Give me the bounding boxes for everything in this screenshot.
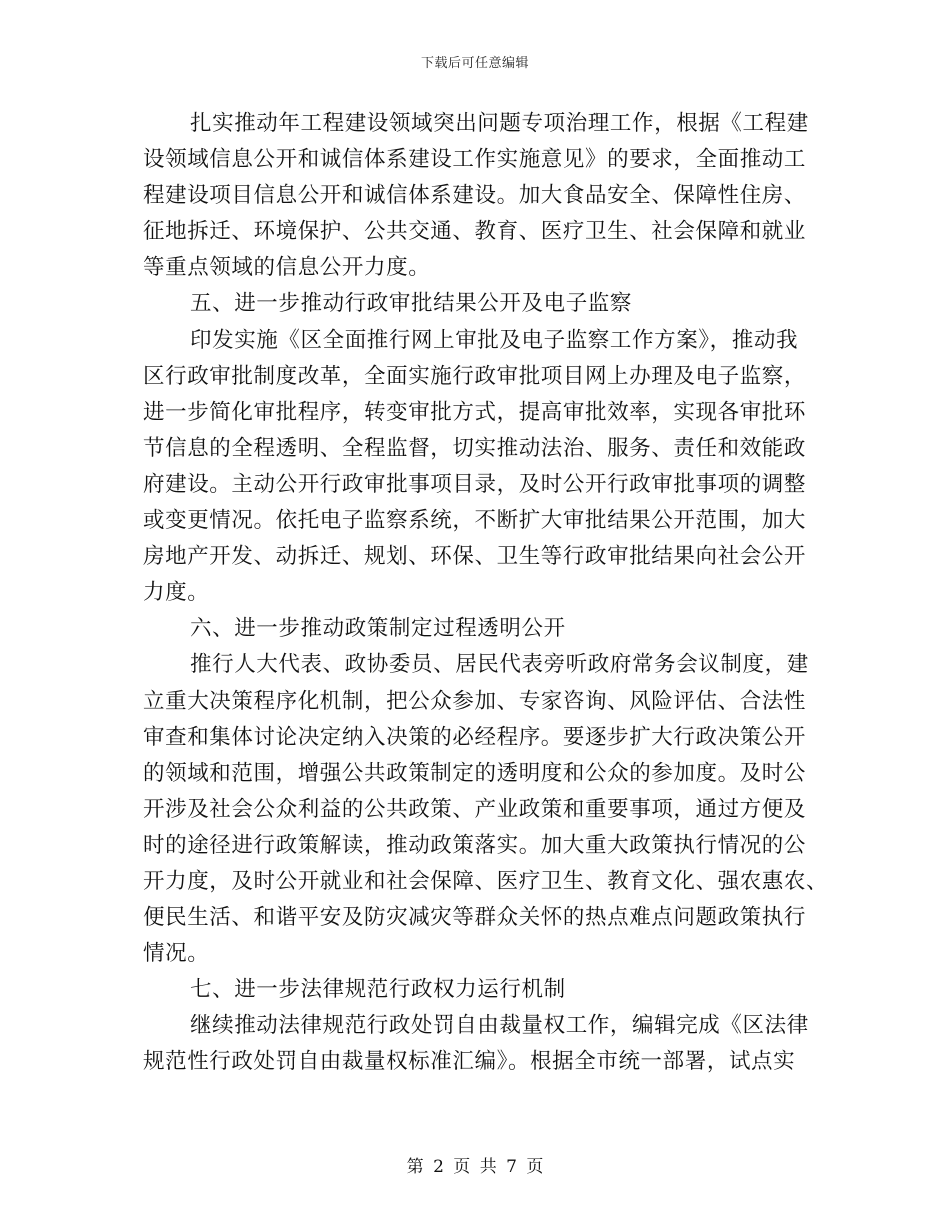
paragraph-line: 印发实施《区全面推行网上审批及电子监察工作方案》，推动我 <box>190 327 799 353</box>
paragraph-line: 节信息的全程透明、全程监督，切实推动法治、服务、责任和效能政 <box>143 435 807 461</box>
paragraph-line: 审查和集体讨论决定纳入决策的必经程序。要逐步扩大行政决策公开 <box>143 724 807 750</box>
section-heading: 五、进一步推动行政审批结果公开及电子监察 <box>190 291 633 317</box>
paragraph-line: 等重点领域的信息公开力度。 <box>143 255 431 281</box>
paragraph-line: 规范性行政处罚自由裁量权标准汇编》。根据全市统一部署，试点实 <box>143 1049 796 1075</box>
paragraph-line: 房地产开发、动拆迁、规划、环保、卫生等行政审批结果向社会公开 <box>143 544 807 570</box>
paragraph-line: 设领域信息公开和诚信体系建设工作实施意见》的要求，全面推动工 <box>143 147 807 173</box>
paragraph-line: 情况。 <box>143 941 210 967</box>
paragraph-line: 征地拆迁、环境保护、公共交通、教育、医疗卫生、社会保障和就业 <box>143 219 807 245</box>
paragraph-line: 开涉及社会公众利益的公共政策、产业政策和重要事项，通过方便及 <box>143 796 807 822</box>
paragraph-line: 力度。 <box>143 580 210 606</box>
paragraph-line: 府建设。主动公开行政审批事项目录，及时公开行政审批事项的调整 <box>143 471 807 497</box>
paragraph-line: 程建设项目信息公开和诚信体系建设。加大食品安全、保障性住房、 <box>143 183 807 209</box>
page-number: 第 2 页 共 7 页 <box>406 1157 544 1177</box>
paragraph-line: 扎实推动年工程建设领域突出问题专项治理工作，根据《工程建 <box>190 111 809 136</box>
paragraph-line: 便民生活、和谐平安及防灾减灾等群众关怀的热点难点问题政策执行 <box>143 905 807 931</box>
section-heading: 六、进一步推动政策制定过程透明公开 <box>190 616 566 642</box>
section-heading: 七、进一步法律规范行政权力运行机制 <box>190 977 566 1003</box>
paragraph-line: 推行人大代表、政协委员、居民代表旁听政府常务会议制度，建 <box>190 652 809 678</box>
paragraph-line: 时的途径进行政策解读，推动政策落实。加大重大政策执行情况的公 <box>143 832 807 858</box>
paragraph-line: 进一步简化审批程序，转变审批方式，提高审批效率，实现各审批环 <box>143 399 807 425</box>
paragraph-line: 的领域和范围，增强公共政策制定的透明度和公众的参加度。及时公 <box>143 760 807 786</box>
paragraph-line: 或变更情况。依托电子监察系统，不断扩大审批结果公开范围，加大 <box>143 508 807 534</box>
page-header: 下载后可任意编辑 <box>420 56 529 71</box>
paragraph-line: 开力度，及时公开就业和社会保障、医疗卫生、教育文化、强农惠农、 <box>143 868 829 894</box>
paragraph-line: 区行政审批制度改革，全面实施行政审批项目网上办理及电子监察， <box>143 363 807 389</box>
document-body <box>143 106 829 1081</box>
paragraph-line: 继续推动法律规范行政处罚自由裁量权工作，编辑完成《区法律 <box>190 1013 809 1039</box>
paragraph-line: 立重大决策程序化机制，把公众参加、专家咨询、风险评估、合法性 <box>143 688 807 714</box>
